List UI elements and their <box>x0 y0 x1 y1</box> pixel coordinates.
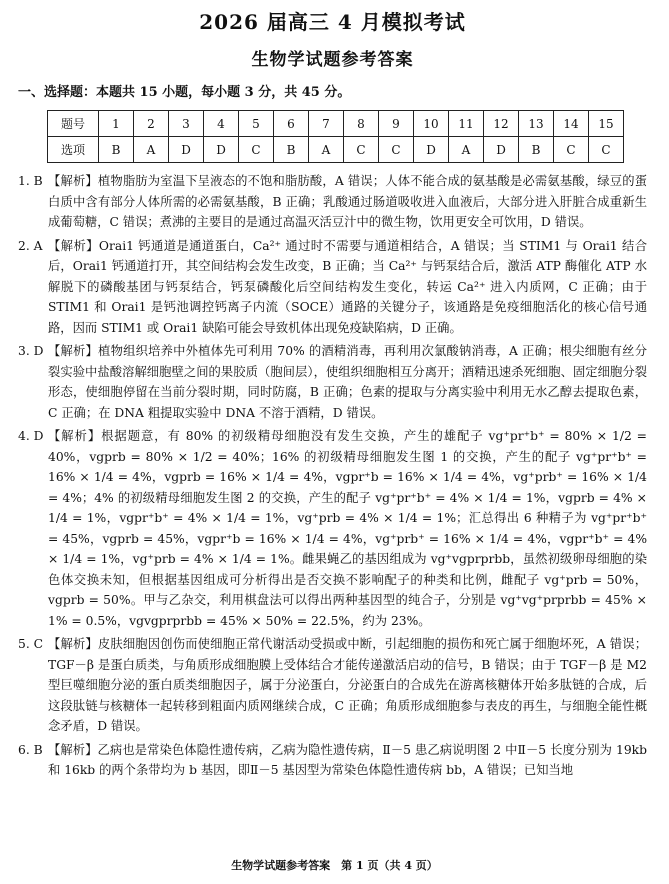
answer-option-cell: C <box>344 137 379 163</box>
explanation-item <box>18 426 647 631</box>
answer-option-cell: D <box>204 137 239 163</box>
section-heading: 一、选择题：本题共 15 小题，每小题 3 分，共 45 分。 <box>18 85 351 100</box>
explanation-item <box>18 341 647 423</box>
answer-option-cell: D <box>169 137 204 163</box>
answer-option-cell: A <box>134 137 169 163</box>
question-number-cell: 9 <box>379 111 414 137</box>
question-number-cell: 12 <box>484 111 519 137</box>
explanation-item <box>18 236 647 339</box>
answer-table <box>47 110 624 163</box>
answer-option-cell: B <box>99 137 134 163</box>
question-number-cell: 1 <box>99 111 134 137</box>
explanation-text: 【解析】根据题意，有 80% 的初级精母细胞没有发生交换，产生的雄配子 vg⁺pr⁺b⁺ = 80% × 1/2 = 40%，vgprb = 80% × 1/2 = 40%；16% 的初级精母细胞发生图 1 的交换，产生的配子 vg⁺pr⁺b⁺ = 16% × 1/4 = 4%，vgprb = 16% × 1/4 = 4%，vgpr⁺b = 16% × 1/4 = 4%，vg⁺prb⁺ = 16% × 1/4 = 4%；4% 的初级精母细胞发生图 2 的交换，产生的配子 vg⁺pr⁺b⁺ = 4% × 1/4 = 1%，vgprb = 4% × 1/4 = 1%，vgpr⁺b⁺ = 4% × 1/4 = 1%，vg⁺prb = 4% × 1/4 = 1%；汇总得出 6 种精子为 vg⁺pr⁺b⁺ = 45%，vgprb = 45%，vgpr⁺b = 16% × 1/4 = 4%，vg⁺prb⁺ = 16% × 1/4 = 4%，vgpr⁺b⁺ = 4% × 1/4 = 1%，vg⁺prb = 4% × 1/4 = 1%。雌果蝇乙的基因组成为 vg⁺vgprprbb，虽然初级卵母细胞的染色体交换未知，但根据基因组成可分析得出是否交换不影响配子的种类和比例，雌配子 vg⁺prb = 50%，vgprb = 50%。甲与乙杂交，利用棋盘法可以得出两种基因型的纯合子，分别是 vg⁺vg⁺prprbb = 45% × 1% = 0.5%，vgvgprprbb = 45% × 50% = 22.5%，约为 23%。 <box>48 429 647 628</box>
explanation-number: 1. B <box>18 174 43 188</box>
answer-option-cell: C <box>554 137 589 163</box>
question-number-cell: 5 <box>239 111 274 137</box>
explanation-list <box>18 171 647 781</box>
explanation-text: 【解析】植物脂肪为室温下呈液态的不饱和脂肪酸，A 错误；人体不能合成的氨基酸是必需氨基酸，绿豆的蛋白质中含有部分人体所需的必需氨基酸，B 正确；乳酸通过肠道吸收进入血液后，大部分进入肝脏合成重新生成葡萄糖，C 错误；煮沸的主要目的是通过高温灭活豆汁中的微生物，饮用更安全可饮用，D 错误。 <box>48 174 647 229</box>
explanation-item <box>18 740 647 781</box>
question-number-cell: 7 <box>309 111 344 137</box>
answer-option-cell: B <box>519 137 554 163</box>
answer-option-row <box>48 137 624 163</box>
explanation-number: 3. D <box>18 344 44 358</box>
page-footer: 生物学试题参考答案 第 1 页（共 4 页） <box>231 859 438 872</box>
answer-option-cell: B <box>274 137 309 163</box>
answer-option-cell: D <box>484 137 519 163</box>
explanation-text: 【解析】Orai1 钙通道是通道蛋白，Ca²⁺ 通过时不需要与通道相结合，A 错误；当 STIM1 与 Orai1 结合后，Orai1 钙通道打开，其空间结构会发生改变，B 正确；当 Ca²⁺ 与钙泵结合后，激活 ATP 酶催化 ATP 水解脱下的磷酸基团与钙泵结合，钙泵磷酸化后空间结构发生变化，转运 Ca²⁺ 进入内质网，C 正确；由于 STIM1 和 Orai1 是钙池调控钙离子内流（SOCE）通路的关键分子，该通路是免疫细胞活化的核心信号通路，因而 STIM1 或 Orai1 缺陷可能会导致机体出现免疫缺陷病，D 正确。 <box>48 238 647 335</box>
answer-option-cell: A <box>449 137 484 163</box>
explanation-number: 5. C <box>18 637 44 651</box>
question-number-row <box>48 111 624 137</box>
question-number-label: 题号 <box>48 111 99 137</box>
explanation-number: 6. B <box>18 742 43 757</box>
question-number-cell: 6 <box>274 111 309 137</box>
question-number-cell: 13 <box>519 111 554 137</box>
question-number-cell: 11 <box>449 111 484 137</box>
question-number-cell: 15 <box>589 111 624 137</box>
explanation-text: 【解析】植物组织培养中外植体先可利用 70% 的酒精消毒，再利用次氯酸钠消毒，A 正确；根尖细胞有丝分裂实验中盐酸溶解细胞壁之间的果胶质（胞间层），使组织细胞相互分离开；酒精迅速杀死细胞、固定细胞分裂形态，使细胞停留在当前分裂时期，同时防腐，B 正确；色素的提取与分离实验中利用无水乙醇去提取色素，C 正确；在 DNA 粗提取实验中 DNA 不溶于酒精，D 错误。 <box>48 344 647 420</box>
question-number-cell: 14 <box>554 111 589 137</box>
answer-option-cell: D <box>414 137 449 163</box>
explanation-number: 4. D <box>18 429 44 443</box>
answer-option-label: 选项 <box>48 137 99 163</box>
answer-option-cell: C <box>589 137 624 163</box>
explanation-text: 【解析】皮肤细胞因创伤而使细胞正常代谢活动受损或中断，引起细胞的损伤和死亡属于细胞坏死，A 错误；TGF－β 是蛋白质类，与角质形成细胞膜上受体结合才能传递激活启动的信号，B 错误；由于 TGF－β 是 M2 型巨噬细胞分泌的蛋白质类细胞因子，属于分泌蛋白，分泌蛋白的合成先在游离核糖体开始多肽链的合成，后这段肽链与核糖体一起转移到粗面内质网继续合成，C 正确；角质形成细胞参与表皮的再生，与细胞全能性概念矛盾，D 错误。 <box>48 637 647 733</box>
answer-option-cell: A <box>309 137 344 163</box>
explanation-text: 【解析】乙病也是常染色体隐性遗传病，乙病为隐性遗传病，Ⅱ－5 患乙病说明图 2 中Ⅱ－5 长度分别为 19kb 和 16kb 的两个条带均为 b 基因，即Ⅱ－5 基因型为常染色体隐性遗传病 bb，A 错误；已知当地 <box>48 742 647 777</box>
answer-option-cell: C <box>379 137 414 163</box>
question-number-cell: 3 <box>169 111 204 137</box>
question-number-cell: 4 <box>204 111 239 137</box>
exam-title: 2026 届高三 4 月模拟考试 <box>199 10 466 34</box>
question-number-cell: 10 <box>414 111 449 137</box>
exam-subtitle: 生物学试题参考答案 <box>251 50 414 70</box>
explanation-number: 2. A <box>18 238 43 253</box>
answer-option-cell: C <box>239 137 274 163</box>
explanation-item <box>18 171 647 233</box>
explanation-item <box>18 634 647 737</box>
question-number-cell: 2 <box>134 111 169 137</box>
question-number-cell: 8 <box>344 111 379 137</box>
